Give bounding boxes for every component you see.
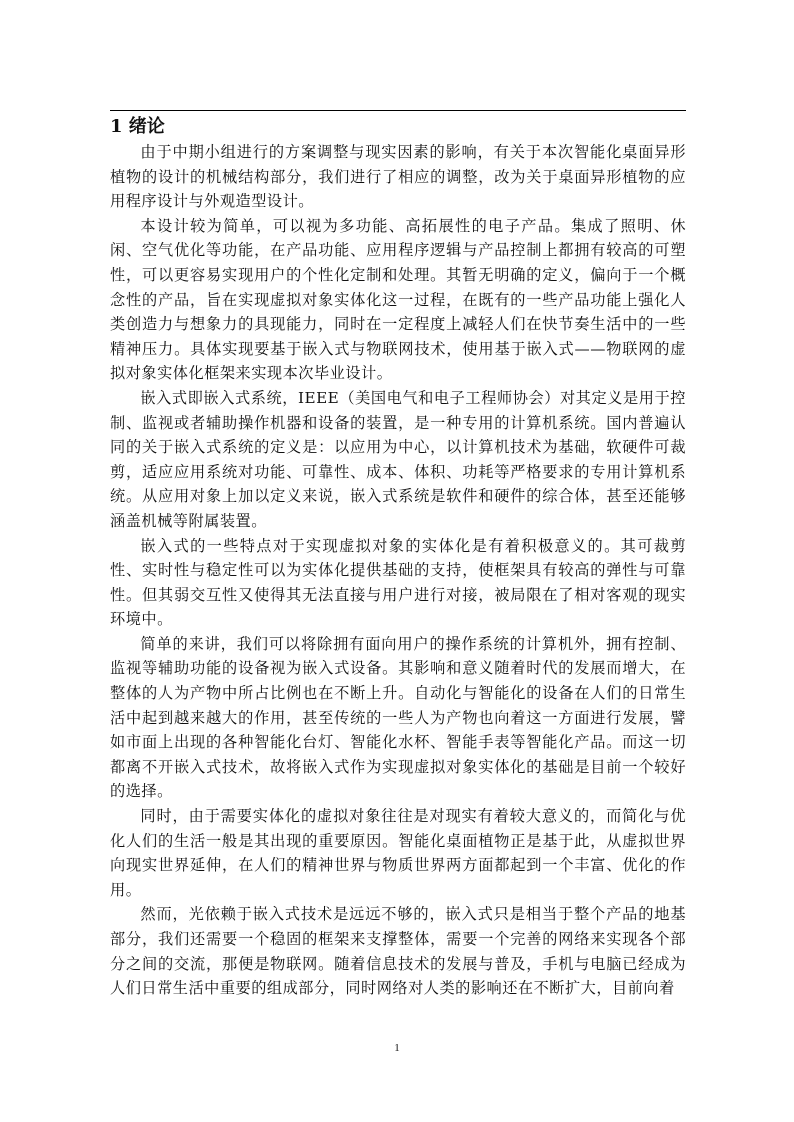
chapter-title: 1 绪论 bbox=[110, 116, 165, 137]
paragraph-5: 简单的来讲，我们可以将除拥有面向用户的操作系统的计算机外，拥有控制、监视等辅助功能的设备视为嵌入式设备。其影响和意义随着时代的发展而增大，在整体的人为产物中所占比例也在不断上升。自动化与智能化的设备在人们的日常生活中起到越来越大的作用，甚至传统的一些人为产物也向着这一方面进行发展，譬如市面上出现的各种智能化台灯、智能化水杯、智能手表等智能化产品。而这一切都离不开嵌入式技术，故将嵌入式作为实现虚拟对象实体化的基础是目前一个较好的选择。 bbox=[110, 634, 686, 801]
paragraph-6: 同时，由于需要实体化的虚拟对象往往是对现实有着较大意义的，而简化与优化人们的生活一般是其出现的重要原因。智能化桌面植物正是基于此，从虚拟世界向现实世界延伸，在人们的精神世界与物质世界两方面都起到一个丰富、优化的作用。 bbox=[110, 807, 686, 899]
paragraph-2: 本设计较为简单，可以视为多功能、高拓展性的电子产品。集成了照明、休闲、空气优化等功能，在产品功能、应用程序逻辑与产品控制上都拥有较高的可塑性，可以更容易实现用户的个性化定制和处理。其暂无明确的定义，偏向于一个概念性的产品，旨在实现虚拟对象实体化这一过程，在既有的一些产品功能上强化人类创造力与想象力的具现能力，同时在一定程度上减轻人们在快节奏生活中的一些精神压力。具体实现要基于嵌入式与物联网技术，使用基于嵌入式——物联网的虚拟对象实体化框架来实现本次毕业设计。 bbox=[110, 216, 686, 383]
header-rule bbox=[110, 110, 686, 111]
page-number: 1 bbox=[394, 1042, 400, 1054]
paragraph-4: 嵌入式的一些特点对于实现虚拟对象的实体化是有着积极意义的。其可裁剪性、实时性与稳定性可以为实体化提供基础的支持，使框架具有较高的弹性与可靠性。但其弱交互性又使得其无法直接与用户进行对接，被局限在了相对客观的现实环境中。 bbox=[110, 536, 686, 629]
paragraph-7: 然而，光依赖于嵌入式技术是远远不够的，嵌入式只是相当于整个产品的地基部分，我们还需要一个稳固的框架来支撑整体，需要一个完善的网络来实现各个部分之间的交流，那便是物联网。随着信息技术的发展与普及，手机与电脑已经成为人们日常生活中重要的组成部分，同时网络对人类的影响还在不断扩大，目前向着 bbox=[110, 905, 686, 998]
paragraph-1: 由于中期小组进行的方案调整与现实因素的影响，有关于本次智能化桌面异形植物的设计的机械结构部分，我们进行了相应的调整，改为关于桌面异形植物的应用程序设计与外观造型设计。 bbox=[110, 143, 686, 211]
paragraph-3: 嵌入式即嵌入式系统，IEEE（美国电气和电子工程师协会）对其定义是用于控制、监视或者辅助操作机器和设备的装置，是一种专用的计算机系统。国内普遍认同的关于嵌入式系统的定义是：以应用为中心，以计算机技术为基础，软硬件可裁剪，适应应用系统对功能、可靠性、成本、体积、功耗等严格要求的专用计算机系统。从应用对象上加以定义来说，嵌入式系统是软件和硬件的综合体，甚至还能够涵盖机械等附属装置。 bbox=[110, 388, 686, 530]
page-content bbox=[110, 114, 686, 1001]
